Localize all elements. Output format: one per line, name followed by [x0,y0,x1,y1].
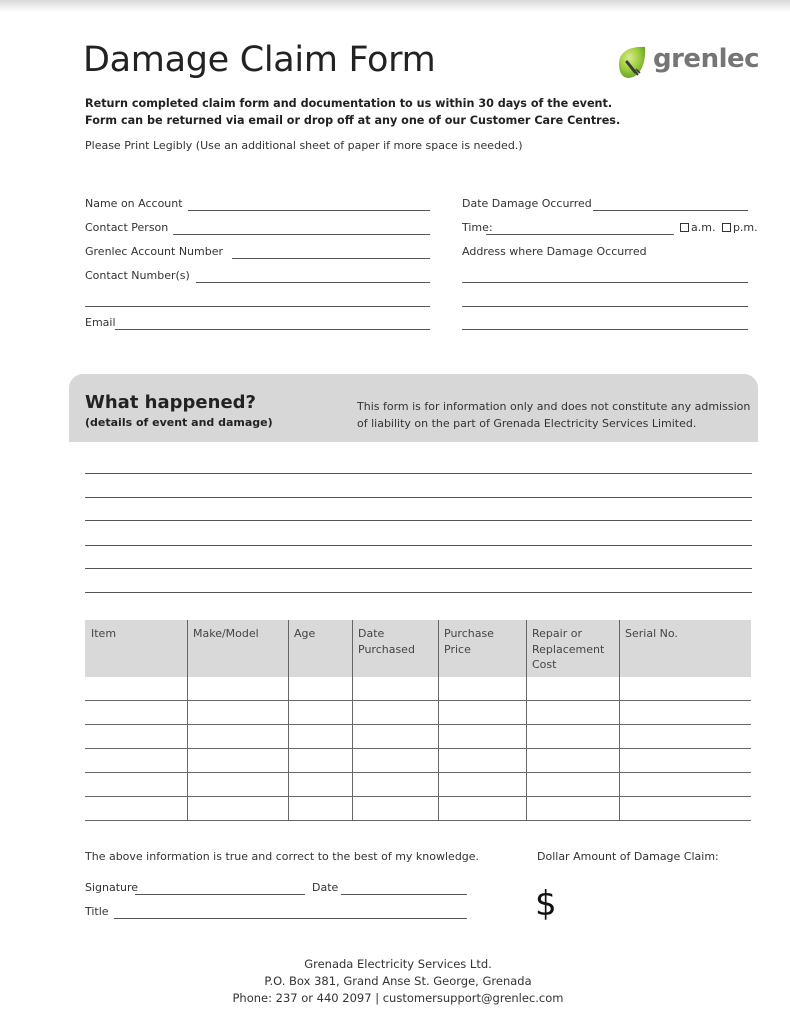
contact-numbers-label: Contact Number(s) [85,269,190,282]
table-row[interactable] [85,820,751,821]
am-pm-options [677,221,758,234]
details-line-3[interactable] [85,520,752,521]
leaf-plug-icon [615,44,651,82]
column-header-make-model: Make/Model [193,627,259,640]
contact-person-field[interactable] [173,234,430,235]
footer-company: Grenada Electricity Services Ltd. [304,957,492,971]
dollar-amount-label: Dollar Amount of Damage Claim: [537,850,719,863]
name-on-account-label: Name on Account [85,197,183,210]
grenlec-logo [615,44,760,84]
date-damage-field[interactable] [593,210,748,211]
table-row[interactable] [85,724,751,725]
print-note: Please Print Legibly (Use an additional sheet of paper if more space is needed.) [85,139,523,152]
title-field[interactable] [114,918,467,919]
account-number-field[interactable] [232,258,430,259]
time-field[interactable] [486,234,674,235]
footer [128,956,668,1007]
column-header-date-purchased: Date Purchased [358,627,415,656]
details-line-2[interactable] [85,497,752,498]
column-header-serial-no: Serial No. [625,627,678,640]
date-label: Date [312,881,339,894]
pm-label: p.m. [732,221,758,234]
date-damage-label: Date Damage Occurred [462,197,592,210]
footer-contact: Phone: 237 or 440 2097 | customersupport@grenlec.com [232,991,564,1005]
intro-line-1: Return completed claim form and documentation to us within 30 days of the event. [85,97,613,110]
address-field-2[interactable] [462,306,748,307]
email-field[interactable] [115,329,430,330]
name-on-account-field[interactable] [188,210,430,211]
footer-address: P.O. Box 381, Grand Anse St. George, Grenada [264,974,532,988]
what-happened-heading: What happened? [85,392,256,413]
email-label: Email [85,316,116,329]
contact-person-label: Contact Person [85,221,169,234]
signature-label: Signature [85,881,139,894]
signature-field[interactable] [135,894,305,895]
dollar-sign: $ [535,884,557,924]
date-field[interactable] [341,894,467,895]
pm-checkbox[interactable] [722,223,731,232]
column-header-purchase-price: Purchase Price [444,627,494,656]
details-line-5[interactable] [85,568,752,569]
table-row[interactable] [85,748,751,749]
column-divider [187,620,188,820]
am-checkbox[interactable] [680,223,689,232]
address-field-1[interactable] [462,282,748,283]
declaration-statement: The above information is true and correct to the best of my knowledge. [85,850,480,863]
column-divider [352,620,353,820]
column-divider [619,620,620,820]
logo-text: grenlec [653,44,760,74]
table-row[interactable] [85,772,751,773]
address-label: Address where Damage Occurred [462,245,647,258]
liability-disclaimer: This form is for information only and does not constitute any admission of liability on the part of Grenada Electricity Services Limited. [357,400,751,430]
details-line-6[interactable] [85,592,752,593]
account-number-label: Grenlec Account Number [85,245,224,258]
column-divider [526,620,527,820]
am-label: a.m. [691,221,716,234]
table-row[interactable] [85,700,751,701]
column-header-age: Age [294,627,316,640]
contact-numbers-field-2[interactable] [85,306,430,307]
intro-line-2: Form can be returned via email or drop off at any one of our Customer Care Centres. [85,114,621,127]
time-label: Time: [462,221,493,234]
column-divider [438,620,439,820]
what-happened-subheading: (details of event and damage) [85,416,273,429]
column-header-repair-cost: Repair or Replacement Cost [532,627,605,671]
page-title: Damage Claim Form [83,40,436,80]
title-label: Title [85,905,109,918]
details-line-1[interactable] [85,473,752,474]
page-top-shadow [0,0,790,12]
table-row[interactable] [85,796,751,797]
address-field-3[interactable] [462,329,748,330]
column-divider [288,620,289,820]
details-line-4[interactable] [85,545,752,546]
column-header-item: Item [91,627,117,640]
contact-numbers-field[interactable] [196,282,430,283]
